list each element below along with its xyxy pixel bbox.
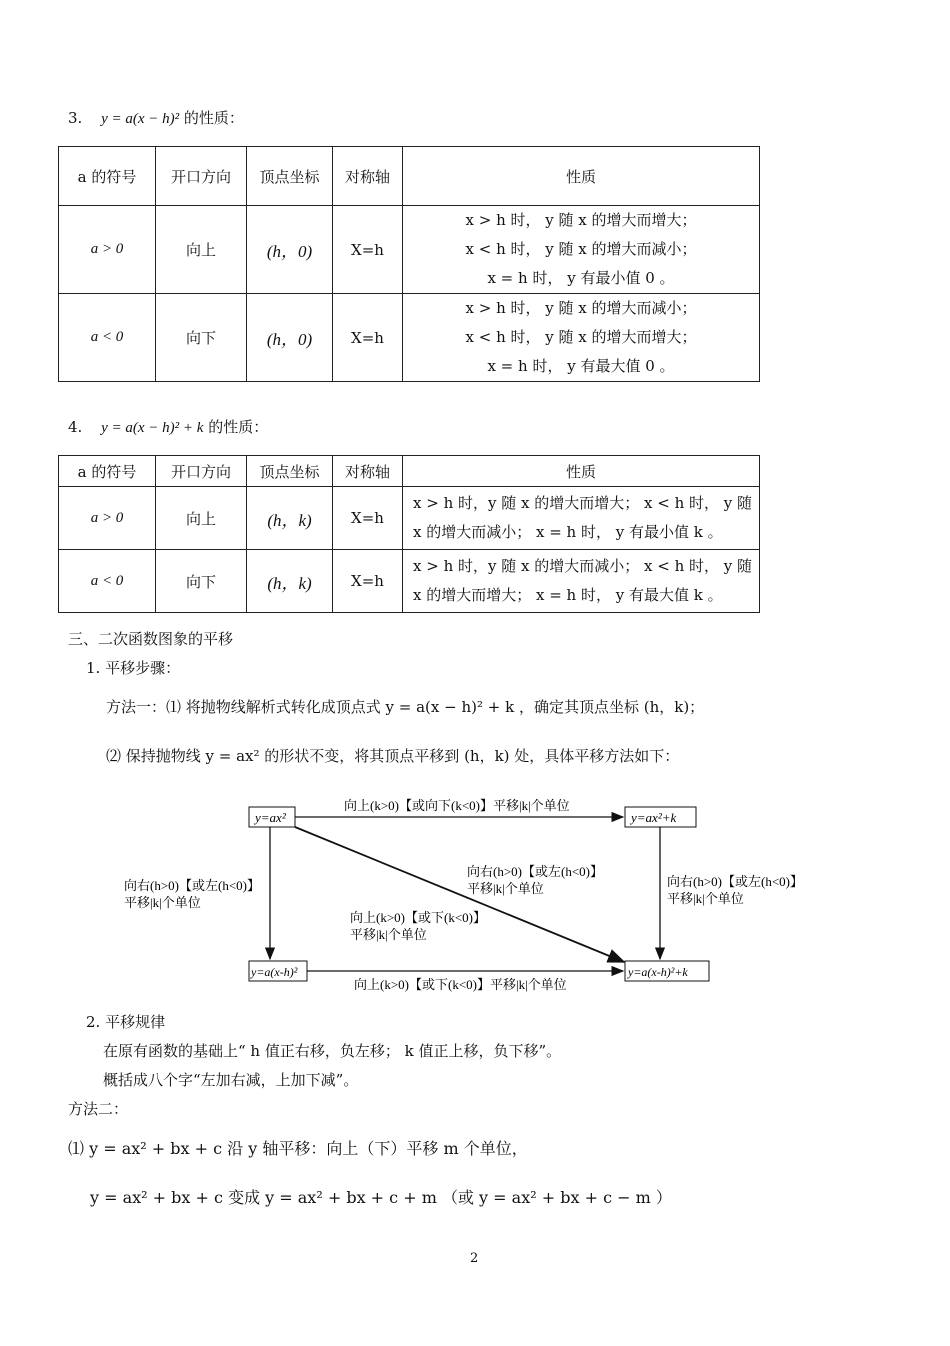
table-row (59, 550, 760, 613)
section3-formula: y = a(x − h)² (101, 111, 180, 127)
section4-heading (68, 416, 268, 437)
section3-heading (68, 107, 244, 128)
method2-line1: ⑴ y = ax² + bx + c 沿 y 轴平移：向上（下）平移 m 个单位， (68, 1139, 528, 1158)
cell-vertex: (h，0) (247, 294, 333, 382)
cell-direction: 向下 (156, 550, 247, 613)
table-row (59, 294, 760, 382)
cell-sign: a < 0 (59, 550, 156, 613)
table-row (59, 206, 760, 294)
header-direction: 开口方向 (156, 147, 247, 206)
part3-title: 三、二次函数图象的平移 (68, 630, 234, 648)
section3-number: 3. (68, 109, 83, 127)
box-y-axh2-k-label: y=a(x-h)²+k (628, 965, 688, 979)
header-sign: a 的符号 (59, 147, 156, 206)
property-line: x = h 时， y 有最小值 0 。 (487, 269, 675, 287)
header-vertex: 顶点坐标 (247, 456, 333, 487)
cell-sign: a < 0 (59, 294, 156, 382)
cell-vertex: (h，0) (247, 206, 333, 294)
step1-heading: 1. 平移步骤： (86, 659, 181, 677)
property-line: x < h 时， y 随 x 的增大而减小； (465, 240, 697, 258)
table-row (59, 487, 760, 550)
cell-direction: 向上 (156, 206, 247, 294)
arrow-diagonal (295, 827, 624, 962)
cell-properties (403, 294, 760, 382)
translation-diagram (110, 790, 830, 1000)
cell-axis: X=h (333, 550, 403, 613)
header-properties: 性质 (403, 456, 760, 487)
property-line: x = h 时， y 有最大值 0 。 (487, 357, 675, 375)
cell-sign: a > 0 (59, 206, 156, 294)
cell-direction: 向上 (156, 487, 247, 550)
cell-axis: X=h (333, 294, 403, 382)
header-properties: 性质 (403, 147, 760, 206)
label-diagonal-b2: 平移|k|个单位 (350, 927, 427, 942)
rule2: 概括成八个字“左加右减，上加下减”。 (103, 1071, 359, 1089)
section4-formula: y = a(x − h)² + k (101, 420, 204, 436)
properties-table-4 (58, 455, 760, 613)
box-y-axh2-label: y=a(x-h)² (251, 965, 298, 979)
cell-sign: a > 0 (59, 487, 156, 550)
label-left-2: 平移|k|个单位 (124, 895, 201, 910)
label-diagonal-a1: 向右(h>0)【或左(h<0)】 (467, 864, 603, 879)
header-direction: 开口方向 (156, 456, 247, 487)
header-vertex: 顶点坐标 (247, 147, 333, 206)
method1-line2: ⑵ 保持抛物线 y = ax² 的形状不变，将其顶点平移到 (h，k) 处，具体平移方法如下： (106, 747, 680, 765)
label-right-2: 平移|k|个单位 (667, 891, 744, 906)
label-left-1: 向右(h>0)【或左(h<0)】 (124, 878, 260, 893)
properties-table-3 (58, 146, 760, 382)
cell-axis: X=h (333, 206, 403, 294)
section4-number: 4. (68, 418, 83, 436)
label-right-1: 向右(h>0)【或左(h<0)】 (667, 874, 803, 889)
cell-properties: x > h 时，y 随 x 的增大而增大； x < h 时， y 随 x 的增大而减小； x = h 时， y 有最小值 k 。 (403, 487, 760, 550)
property-line: x > h 时， y 随 x 的增大而增大； (465, 211, 697, 229)
label-diagonal-b1: 向上(k>0)【或下(k<0)】 (350, 910, 486, 925)
header-sign: a 的符号 (59, 456, 156, 487)
section3-suffix: 的性质： (183, 109, 244, 127)
header-axis: 对称轴 (333, 456, 403, 487)
property-line: x < h 时， y 随 x 的增大而增大； (465, 328, 697, 346)
step2-heading: 2. 平移规律 (86, 1013, 166, 1031)
cell-vertex: (h，k) (247, 487, 333, 550)
cell-properties: x > h 时，y 随 x 的增大而减小； x < h 时， y 随 x 的增大而增大； x = h 时， y 有最大值 k 。 (403, 550, 760, 613)
cell-properties (403, 206, 760, 294)
cell-direction: 向下 (156, 294, 247, 382)
cell-axis: X=h (333, 487, 403, 550)
label-diagonal-a2: 平移|k|个单位 (467, 881, 544, 896)
rule1: 在原有函数的基础上“ h 值正右移，负左移； k 值正上移，负下移”。 (103, 1042, 562, 1060)
label-top: 向上(k>0)【或向下(k<0)】平移|k|个单位 (344, 798, 570, 813)
box-y-ax2-k-label: y=ax²+k (631, 810, 677, 825)
property-line: x > h 时， y 随 x 的增大而减小； (465, 299, 697, 317)
page-number: 2 (470, 1251, 479, 1266)
method2-heading: 方法二： (68, 1100, 129, 1118)
label-bottom: 向上(k>0)【或下(k<0)】平移|k|个单位 (354, 977, 567, 992)
method2-line2: y = ax² + bx + c 变成 y = ax² + bx + c + m （或 y = ax² + bx + c − m ） (90, 1188, 672, 1207)
method1-line1: 方法一：⑴ 将抛物线解析式转化成顶点式 y = a(x − h)² + k ，确定其顶点坐标 (h，k)； (106, 698, 705, 716)
section4-suffix: 的性质： (208, 418, 269, 436)
box-y-ax2-label: y=ax² (255, 810, 286, 825)
cell-vertex: (h，k) (247, 550, 333, 613)
header-axis: 对称轴 (333, 147, 403, 206)
